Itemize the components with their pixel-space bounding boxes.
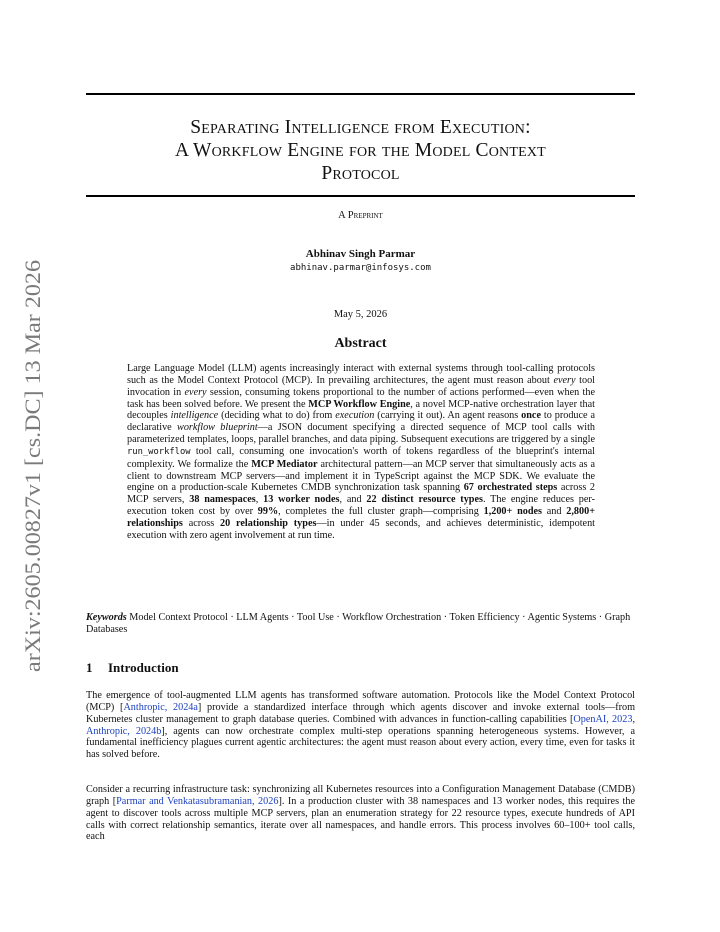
intro-paragraph-2: Consider a recurring infrastructure task: synchronizing all Kubernetes resources into a Configuration Management Database (CMDB) graph [Parmar and Venkatasubramanian, 2026]. In a production cluster with 38 namespaces and 13 worker nodes, this requires the agent to discover tools across multiple MCP servers, plan an enumeration strategy for 22 resource types, execute hundreds of API calls with correct relationship semantics, iterate over all namespaces, and handle errors. This process involves 60–100+ tool calls, each [86,784,636,843]
keywords-text: Model Context Protocol · LLM Agents · Tool Use · Workflow Orchestration · Token Efficiency · Agentic Systems · Graph Databases [86,612,631,635]
author-email: abhinav.parmar@infosys.com [290,263,431,273]
author-name: Abhinav Singh Parmar [305,248,416,260]
section-number: 1 [86,660,93,675]
paper-title [86,116,635,185]
citation-link[interactable]: Parmar and Venkatasubramanian, 2026 [116,795,279,807]
top-rule [86,93,635,95]
intro-paragraph-1: The emergence of tool-augmented LLM agents has transformed software automation. Protocols like the Model Context Protocol (MCP) [Anthropic, 2024a] provide a standardized interface through which agents discover and invoke external tools—from Kubernetes cluster management to graph database queries. Combined with advances in function-calling capabilities [OpenAI, 2023, Anthropic, 2024b], agents can now orchestrate complex multi-step operations spanning heterogeneous systems. However, a fundamental inefficiency plagues current agentic architectures: the agent must reason about every action, every time, even for tasks it has solved before. [86,690,636,761]
title-line-3: Protocol [321,163,400,184]
keywords [86,612,635,636]
abstract-body: Large Language Model (LLM) agents increasingly interact with external systems through tool-calling protocols such as the Model Context Protocol (MCP). In prevailing architectures, the agent must reason about every tool invocation in every session, consuming tokens proportional to the number of actions performed—even when the task has been solved before. We present the MCP Workflow Engine, a novel MCP-native orchestration layer that decouples intelligence (deciding what to do) from execution (carrying it out). An agent reasons once to produce a declarative workflow blueprint—a JSON document specifying a directed sequence of MCP tool calls with parameterized templates, loops, parallel branches, and data piping. Subsequent executions are triggered by a single run_workflow tool call, consuming one invocation's worth of tokens regardless of the blueprint's internal complexity. We formalize the MCP Mediator architectural pattern—an MCP server that simultaneously acts as a client to downstream MCP servers—and implement it in TypeScript against the MCP SDK. We evaluate the engine on a production-scale Kubernetes CMDB synchronization task spanning 67 orchestrated steps across 2 MCP servers, 38 namespaces, 13 worker nodes, and 22 distinct resource types. The engine reduces per-execution token cost by over 99%, completes the full cluster graph—comprising 1,200+ nodes and 2,800+ relationships across 20 relationship types—in under 45 seconds, and achieves deterministic, idempotent execution with zero agent involvement at run time. [127,363,596,541]
title-line-1: Separating Intelligence from Execution: [190,117,531,138]
section-title: Introduction [108,660,179,675]
section-heading-introduction [86,660,635,676]
citation-link[interactable]: OpenAI, 2023 [573,713,633,725]
title-bottom-rule [86,195,635,197]
abstract-heading: Abstract [334,336,387,351]
title-line-2: A Workflow Engine for the Model Context [175,140,546,161]
arxiv-identifier-svg [0,0,60,932]
paper-date: May 5, 2026 [333,309,388,320]
arxiv-identifier-margin [0,0,60,932]
citation-link[interactable]: Anthropic, 2024b [86,725,162,737]
preprint-label: A Preprint [338,210,383,221]
arxiv-identifier: arXiv:2605.00827v1 [cs.DC] 13 Mar 2026 [20,295,45,672]
keywords-label: Keywords [86,612,127,623]
citation-link[interactable]: Anthropic, 2024a [123,701,198,713]
